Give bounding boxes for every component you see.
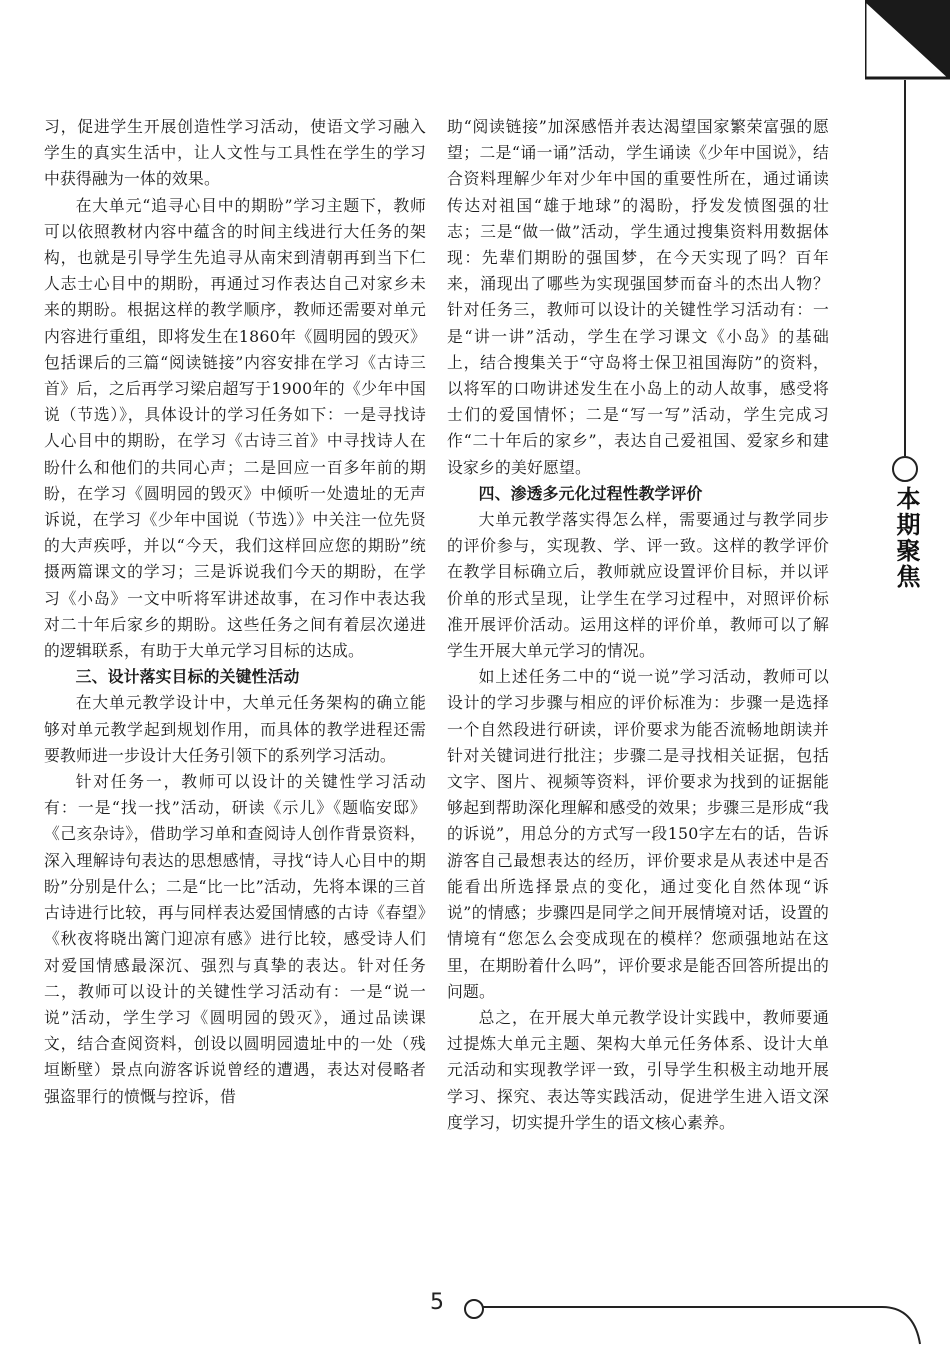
section-label: 本期聚焦 [892, 486, 920, 590]
paragraph: 在大单元教学设计中，大单元任务架构的确立能够对单元教学起到规划作用，而具体的教学进程还需要教师进一步设计大任务引领下的系列学习活动。 [44, 693, 426, 765]
section-heading: 三、设计落实目标的关键性活动 [75, 667, 300, 687]
footer-rule [482, 1306, 922, 1346]
paragraph: 针对任务一，教师可以设计的关键性学习活动有：一是“找一找”活动，研读《示儿》《题临安邸》《己亥杂诗》，借助学习单和查阅诗人创作背景资料，深入理解诗句表达的思想感情，寻找“诗人心目中的期盼”分别是什么；二是“比一比”活动，先将本课的三首古诗进行比较，再与同样表达爱国情感的古诗《春望》《秋夜将晓出篱门迎凉有感》进行比较，感受诗人们对爱国情感最深沉、强烈与真挚的表达。针对任务二，教师可以设计的关键性学习活动有：一是“说一说”活动，学生学习《圆明园的毁灭》，通过品读课文，结合查阅资料，创设以圆明园遗址中的一处（残垣断壁）景点向游客诉说曾经的遭遇，表达对侵略者强盗罪行的愤慨与控诉，借 [44, 772, 426, 1106]
section-heading: 四、渗透多元化过程性教学评价 [478, 483, 703, 503]
paragraph: 习，促进学生开展创造性学习活动，使语文学习融入学生的真实生活中，让人文性与工具性在学生的学习中获得融为一体的效果。 [44, 117, 426, 189]
section-rail-circle [892, 456, 918, 482]
paragraph: 在大单元“追寻心目中的期盼”学习主题下，教师可以依照教材内容中蕴含的时间主线进行大任务的架构，也就是引导学生先追寻从南宋到清朝再到当下仁人志士心目中的期盼，再通过习作表达自己对家乡未来的期盼。根据这样的教学顺序，教师还需要对单元内容进行重组，即将发生在1860年《圆明园的毁灭》包括课后的三篇“阅读链接”内容安排在学习《古诗三首》后，之后再学习梁启超写于1900年的《少年中国说（节选）》，具体设计的学习任务如下：一是寻找诗人心目中的期盼，在学习《古诗三首》中寻找诗人在盼什么和他们的共同心声；二是回应一百多年前的期盼，在学习《圆明园的毁灭》中倾听一处遗址的无声诉说，在学习《少年中国说（节选）》中关注一位先贤的大声疾呼，并以“今天，我们这样回应您的期盼”统摄两篇课文的学习；三是诉说我们今天的期盼，在学习《小岛》一文中听将军讲述故事，在习作中表达我对二十年后家乡的期盼。这些任务之间有着层次递进的逻辑联系，有助于大单元学习目标的达成。 [44, 195, 426, 661]
paragraph: 助“阅读链接”加深感悟并表达渴望国家繁荣富强的愿望；二是“诵一诵”活动，学生诵读《少年中国说》，结合资料理解少年对少年中国的重要性所在，通过诵读传达对祖国“雄于地球”的渴盼，抒发发愤图强的壮志；三是“做一做”活动，学生通过搜集资料用数据体现：先辈们期盼的强国梦，在今天实现了吗？百年来，涌现出了哪些为实现强国梦而奋斗的杰出人物？针对任务三，教师可以设计的关键性学习活动有：一是“讲一讲”活动，学生在学习课文《小岛》的基础上，结合搜集关于“守岛将士保卫祖国海防”的资料，以将军的口吻讲述发生在小岛上的动人故事，感受将士们的爱国情怀；二是“写一写”活动，学生完成习作“二十年后的家乡”，表达自己爱祖国、爱家乡和建设家乡的美好愿望。 [447, 117, 829, 477]
paragraph: 总之，在开展大单元教学设计实践中，教师要通过提炼大单元主题、架构大单元任务体系、设计大单元活动和实现教学评一致，引导学生积极主动地开展学习、探究、表达等实践活动，促进学生进入语文深度学习，切实提升学生的语文核心素养。 [447, 1007, 829, 1132]
paragraph: 如上述任务二中的“说一说”学习活动，教师可以设计的学习步骤与相应的评价标准为：步骤一是选择一个自然段进行研读，评价要求为能否流畅地朗读并针对关键词进行批注；步骤二是寻找相关证据，包括文字、图片、视频等资料，评价要求为找到的证据能够起到帮助深化理解和感受的效果；步骤三是形成“我的诉说”，用总分的方式写一段150字左右的话，告诉游客自己最想表达的经历，评价要求是从表述中是否能看出所选择景点的变化，通过变化自然体现“诉说”的情感；步骤四是同学之间开展情境对话，设置的情境有“您怎么会变成现在的模样？您顽强地站在这里，在期盼着什么吗”，评价要求是能否回答所提出的问题。 [447, 667, 829, 1001]
left-column [44, 114, 426, 1110]
right-column [447, 114, 829, 1136]
paragraph: 大单元教学落实得怎么样，需要通过与教学同步的评价参与，实现教、学、评一致。这样的教学评价在教学目标确立后，教师就应设置评价目标，并以评价单的形式呈现，让学生在学习过程中，对照评价标准开展评价活动。运用这样的评价单，教师可以了解学生开展大单元学习的情况。 [447, 510, 829, 661]
section-rail-line [904, 80, 906, 456]
page-number: 5 [430, 1290, 444, 1315]
corner-triangle-decoration [865, 0, 950, 85]
footer-circle [464, 1299, 484, 1319]
